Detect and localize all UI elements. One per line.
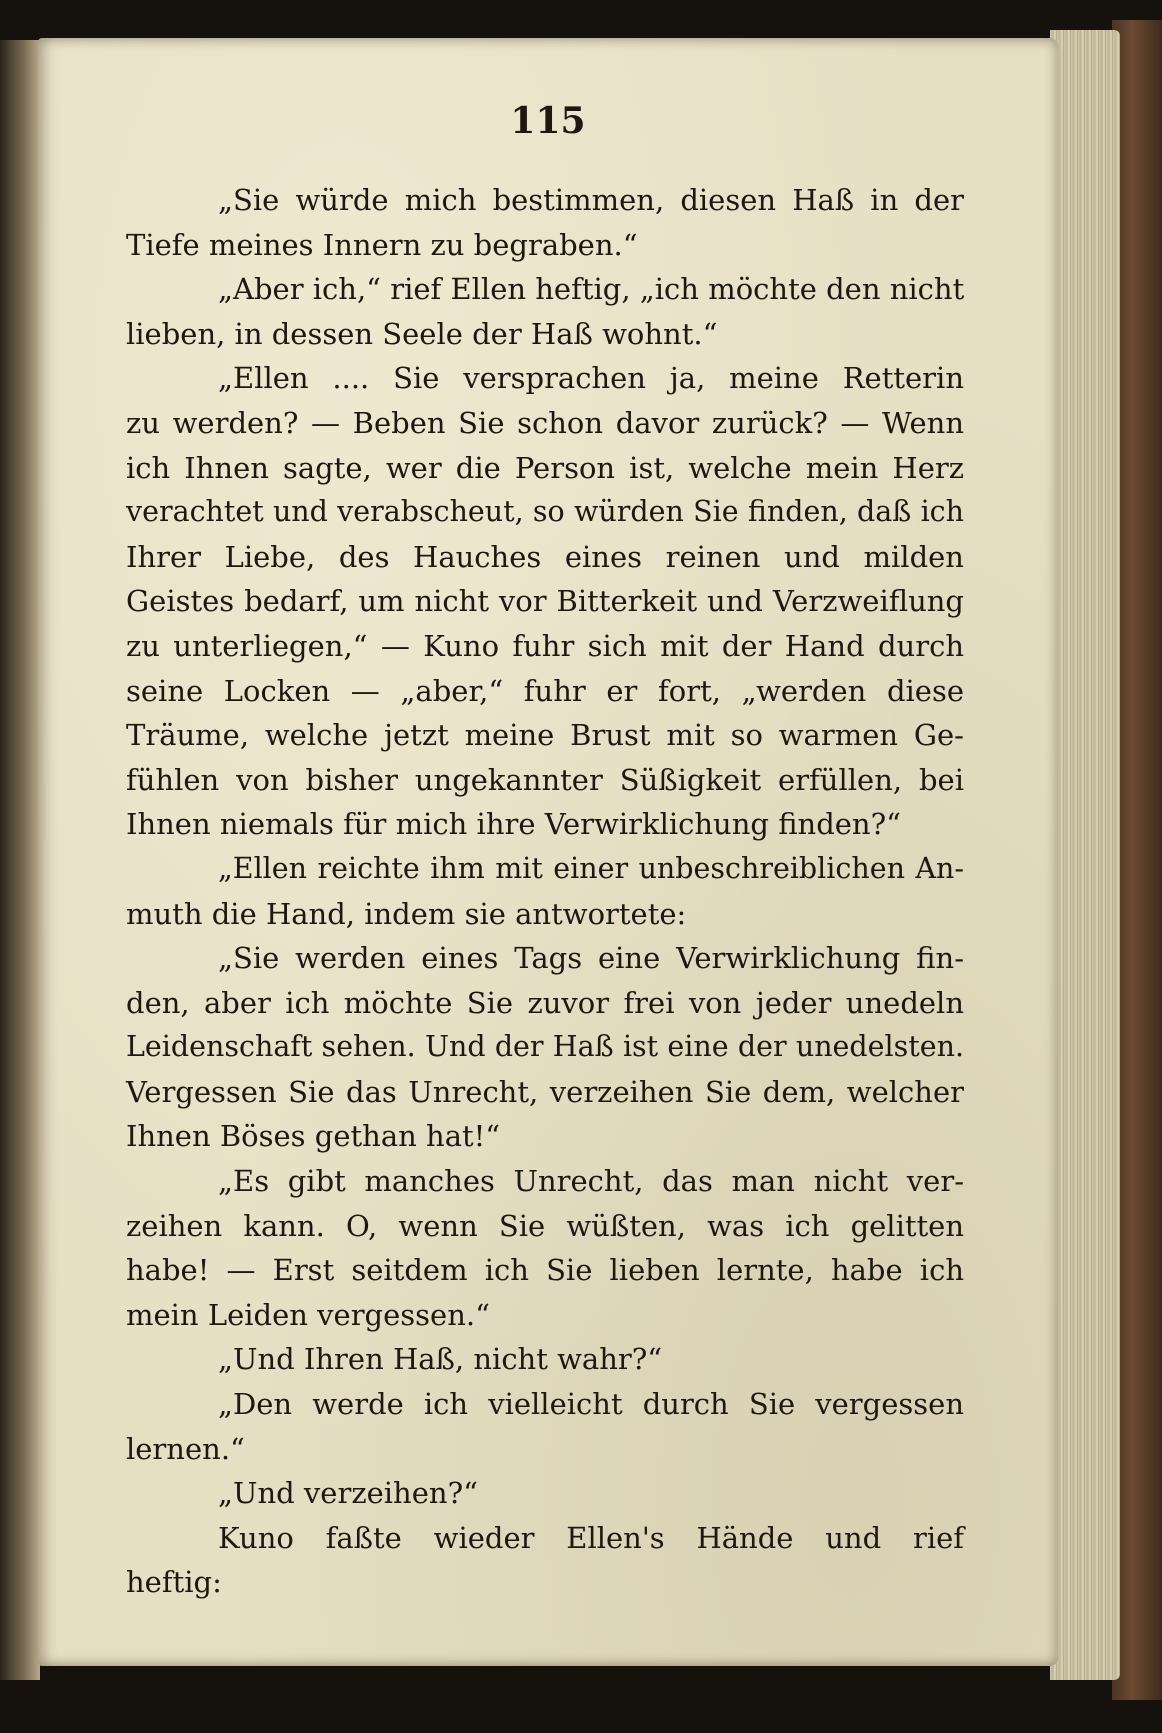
text-line: zu werden? — Beben Sie schon davor zurück? — Wenn <box>126 405 964 440</box>
text-line: Tiefe meines Innern zu begraben.“ <box>126 227 638 262</box>
text-line: Vergessen Sie das Unrecht, verzeihen Sie dem, welcher <box>126 1074 964 1109</box>
text-line: Ihrer Liebe, des Hauches eines reinen und milden <box>126 539 964 574</box>
text-line: „Es gibt manches Unrecht, das man nicht ver- <box>218 1164 964 1199</box>
page-number: 115 <box>510 100 586 142</box>
text-line: Leidenschaft sehen. Und der Haß ist eine der unedelsten. <box>126 1030 964 1064</box>
text-line: ich Ihnen sagte, wer die Person ist, welche mein Herz <box>126 450 964 485</box>
text-line: verachtet und verabscheut, so würden Sie finden, daß ich <box>126 495 964 529</box>
text-line: „Und Ihren Haß, nicht wahr?“ <box>218 1342 663 1377</box>
text-line: lernen.“ <box>126 1431 245 1466</box>
text-line: Geistes bedarf, um nicht vor Bitterkeit und Verzweiflung <box>126 584 964 619</box>
text-line: zeihen kann. O, wenn Sie wüßten, was ich gelitten <box>126 1208 964 1243</box>
text-line: „Den werde ich vielleicht durch Sie vergessen <box>218 1387 964 1422</box>
text-line: „Und verzeihen?“ <box>218 1476 478 1511</box>
text-line: mein Leiden vergessen.“ <box>126 1297 490 1332</box>
text-line: heftig: <box>126 1565 222 1600</box>
text-line: lieben, in dessen Seele der Haß wohnt.“ <box>126 316 718 351</box>
text-line: „Ellen reichte ihm mit einer unbeschreiblichen An- <box>218 851 964 885</box>
text-line: Ihnen Böses gethan hat!“ <box>126 1119 501 1154</box>
text-line: seine Locken — „aber,“ fuhr er fort, „werden diese <box>126 673 964 708</box>
text-line: muth die Hand, indem sie antwortete: <box>126 896 687 931</box>
text-line: fühlen von bisher ungekannter Süßigkeit erfüllen, bei <box>126 762 964 797</box>
text-line: Kuno faßte wieder Ellen's Hände und rief <box>218 1520 964 1555</box>
text-line: Träume, welche jetzt meine Brust mit so warmen Ge- <box>126 718 964 753</box>
text-line: „Sie werden eines Tags eine Verwirklichung fin- <box>218 941 964 976</box>
body-text <box>126 178 964 1605</box>
text-line: Ihnen niemals für mich ihre Verwirklichung finden?“ <box>126 807 901 842</box>
text-line: habe! — Erst seitdem ich Sie lieben lernte, habe ich <box>126 1253 964 1288</box>
text-line: „Ellen .... Sie versprachen ja, meine Retterin <box>218 361 964 396</box>
text-line: „Sie würde mich bestimmen, diesen Haß in der <box>218 183 964 217</box>
text-line: „Aber ich,“ rief Ellen heftig, „ich möchte den nicht <box>218 272 965 307</box>
previous-page-edge <box>0 40 40 1680</box>
text-line: zu unterliegen,“ — Kuno fuhr sich mit der Hand durch <box>126 628 964 663</box>
text-line: den, aber ich möchte Sie zuvor frei von jeder unedeln <box>126 985 964 1020</box>
page-stack-edge <box>1050 30 1120 1680</box>
book-page <box>38 38 1058 1666</box>
